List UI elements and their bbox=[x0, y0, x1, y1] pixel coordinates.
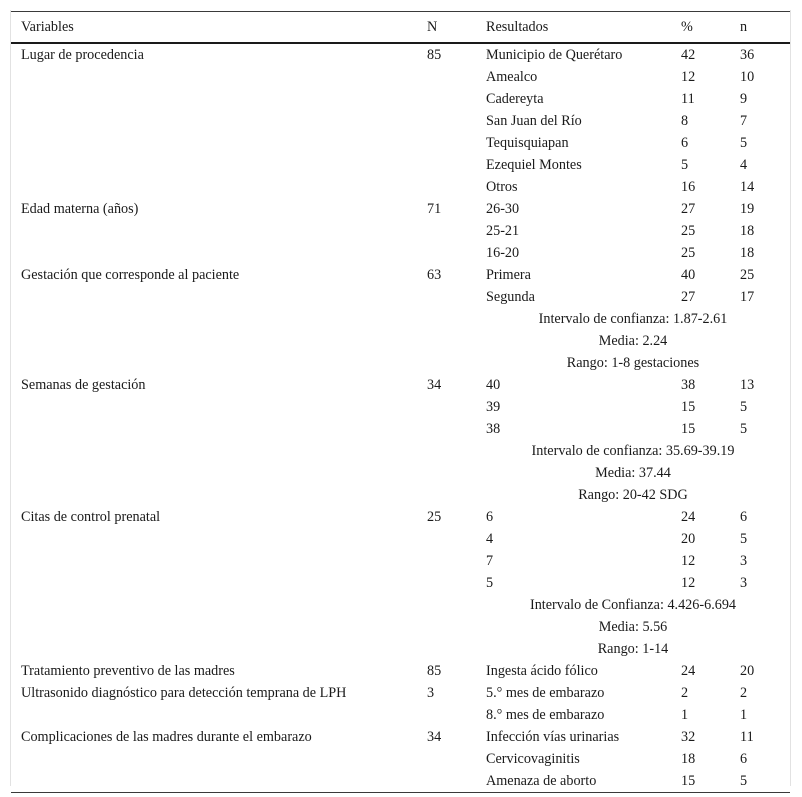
cell-count: 36 bbox=[740, 46, 755, 63]
cell-resultado: 8.° mes de embarazo bbox=[486, 706, 605, 723]
cell-variable bbox=[11, 704, 417, 726]
table-row bbox=[11, 396, 790, 418]
cell-resultado: 4 bbox=[486, 530, 494, 547]
table-row bbox=[11, 506, 790, 528]
cell-count: 6 bbox=[740, 508, 748, 525]
cell-statistic: Media: 37.44 bbox=[595, 464, 671, 481]
table-row bbox=[11, 198, 790, 220]
cell-percent: 32 bbox=[681, 728, 696, 745]
cell-percent: 16 bbox=[681, 178, 696, 195]
cell-variable bbox=[11, 352, 417, 374]
cell-count: 20 bbox=[740, 662, 755, 679]
cell-n-total: 34 bbox=[427, 376, 442, 393]
cell-n-total bbox=[417, 462, 476, 484]
cell-variable: Complicaciones de las madres durante el embarazo bbox=[21, 728, 312, 745]
cell-variable bbox=[11, 132, 417, 154]
cell-n-total bbox=[417, 748, 476, 770]
cell-count: 5 bbox=[740, 398, 748, 415]
cell-percent: 27 bbox=[681, 200, 696, 217]
cell-resultado: Ingesta ácido fólico bbox=[486, 662, 598, 679]
cell-n-total bbox=[417, 88, 476, 110]
cell-statistic: Media: 5.56 bbox=[598, 618, 668, 635]
cell-resultado: 26-30 bbox=[486, 200, 520, 217]
cell-n-total bbox=[417, 132, 476, 154]
table-row bbox=[11, 638, 790, 660]
header-variables: Variables bbox=[11, 12, 417, 43]
cell-variable bbox=[11, 396, 417, 418]
cell-count: 3 bbox=[740, 552, 748, 569]
cell-percent: 20 bbox=[681, 530, 696, 547]
cell-n-total bbox=[417, 616, 476, 638]
cell-statistic: Intervalo de confianza: 1.87-2.61 bbox=[538, 310, 728, 327]
cell-resultado: San Juan del Río bbox=[486, 112, 582, 129]
cell-variable bbox=[11, 66, 417, 88]
cell-resultado: Cadereyta bbox=[486, 90, 544, 107]
cell-n-total bbox=[417, 594, 476, 616]
cell-resultado: Amenaza de aborto bbox=[476, 770, 671, 793]
cell-percent: 15 bbox=[681, 420, 696, 437]
table-row bbox=[11, 528, 790, 550]
cell-count: 4 bbox=[740, 156, 748, 173]
table-row bbox=[11, 594, 790, 616]
table-row bbox=[11, 286, 790, 308]
cell-resultado: Infección vías urinarias bbox=[486, 728, 620, 745]
cell-count: 1 bbox=[740, 706, 748, 723]
cell-variable: Tratamiento preventivo de las madres bbox=[21, 662, 235, 679]
header-row bbox=[11, 12, 790, 43]
cell-n-total bbox=[417, 176, 476, 198]
cell-percent: 18 bbox=[681, 750, 696, 767]
header-n: n bbox=[730, 12, 790, 43]
cell-variable bbox=[11, 638, 417, 660]
cell-count: 13 bbox=[740, 376, 755, 393]
cell-variable bbox=[11, 616, 417, 638]
table-row bbox=[11, 550, 790, 572]
table-row bbox=[11, 154, 790, 176]
cell-resultado: Primera bbox=[486, 266, 531, 283]
cell-count: 18 bbox=[740, 222, 755, 239]
cell-n-total bbox=[417, 286, 476, 308]
cell-variable bbox=[11, 748, 417, 770]
cell-percent: 1 bbox=[681, 706, 689, 723]
table-header bbox=[11, 12, 790, 43]
cell-resultado: 39 bbox=[486, 398, 501, 415]
cell-n-total: 63 bbox=[427, 266, 442, 283]
cell-count: 5 bbox=[740, 420, 748, 437]
cell-statistic: Media: 2.24 bbox=[598, 332, 668, 349]
cell-count: 5 bbox=[740, 530, 748, 547]
cell-variable bbox=[11, 176, 417, 198]
table-row bbox=[11, 440, 790, 462]
table-row bbox=[11, 308, 790, 330]
cell-percent: 24 bbox=[681, 662, 696, 679]
table-row bbox=[11, 484, 790, 506]
cell-n-total bbox=[417, 704, 476, 726]
cell-n-total: 25 bbox=[427, 508, 442, 525]
cell-n-total bbox=[417, 352, 476, 374]
cell-n-total bbox=[417, 418, 476, 440]
cell-variable: Gestación que corresponde al paciente bbox=[21, 266, 240, 283]
table-row bbox=[11, 242, 790, 264]
table-row bbox=[11, 770, 790, 793]
table-body bbox=[11, 43, 790, 793]
cell-count: 7 bbox=[740, 112, 748, 129]
cell-variable bbox=[11, 528, 417, 550]
cell-variable bbox=[11, 286, 417, 308]
table-row bbox=[11, 110, 790, 132]
cell-percent: 15 bbox=[671, 770, 730, 793]
cell-variable: Lugar de procedencia bbox=[21, 46, 144, 63]
cell-count: 5 bbox=[740, 134, 748, 151]
cell-resultado: 25-21 bbox=[486, 222, 520, 239]
table-row bbox=[11, 220, 790, 242]
table-row bbox=[11, 660, 790, 682]
table-row bbox=[11, 88, 790, 110]
header-n-total: N bbox=[417, 12, 476, 43]
cell-n-total bbox=[417, 484, 476, 506]
cell-count: 19 bbox=[740, 200, 755, 217]
cell-resultado: 40 bbox=[486, 376, 501, 393]
table-row bbox=[11, 616, 790, 638]
table-row bbox=[11, 264, 790, 286]
cell-variable bbox=[11, 440, 417, 462]
table-row bbox=[11, 572, 790, 594]
cell-percent: 24 bbox=[681, 508, 696, 525]
cell-n-total bbox=[417, 528, 476, 550]
cell-n-total bbox=[417, 770, 476, 793]
cell-variable bbox=[11, 88, 417, 110]
cell-percent: 11 bbox=[681, 90, 695, 107]
cell-n-total: 71 bbox=[427, 200, 442, 217]
cell-variable bbox=[11, 550, 417, 572]
cell-count: 3 bbox=[740, 574, 748, 591]
cell-n-total: 85 bbox=[427, 46, 442, 63]
table-row bbox=[11, 66, 790, 88]
cell-n-total bbox=[417, 154, 476, 176]
cell-variable bbox=[11, 220, 417, 242]
cell-count: 6 bbox=[740, 750, 748, 767]
cell-n-total bbox=[417, 638, 476, 660]
table-row bbox=[11, 176, 790, 198]
cell-statistic: Rango: 1-8 gestaciones bbox=[566, 354, 700, 371]
table-row bbox=[11, 704, 790, 726]
cell-percent: 25 bbox=[681, 222, 696, 239]
cell-resultado: Municipio de Querétaro bbox=[486, 46, 623, 63]
cell-variable: Ultrasonido diagnóstico para detección temprana de LPH bbox=[21, 684, 347, 701]
cell-percent: 15 bbox=[681, 398, 696, 415]
cell-percent: 38 bbox=[681, 376, 696, 393]
cell-count: 11 bbox=[740, 728, 754, 745]
cell-percent: 12 bbox=[681, 574, 696, 591]
cell-resultado: Tequisquiapan bbox=[486, 134, 569, 151]
cell-percent: 6 bbox=[681, 134, 689, 151]
cell-resultado: Cervicovaginitis bbox=[486, 750, 580, 767]
header-percent: % bbox=[671, 12, 730, 43]
cell-percent: 8 bbox=[681, 112, 689, 129]
cell-resultado: 38 bbox=[486, 420, 501, 437]
cell-variable bbox=[11, 242, 417, 264]
cell-percent: 25 bbox=[681, 244, 696, 261]
cell-count: 2 bbox=[740, 684, 748, 701]
table-row bbox=[11, 418, 790, 440]
table-row bbox=[11, 748, 790, 770]
cell-resultado: Amealco bbox=[486, 68, 538, 85]
cell-variable bbox=[11, 770, 417, 793]
cell-count: 25 bbox=[740, 266, 755, 283]
table-row bbox=[11, 682, 790, 704]
cell-percent: 27 bbox=[681, 288, 696, 305]
cell-count: 10 bbox=[740, 68, 755, 85]
cell-percent: 12 bbox=[681, 552, 696, 569]
cell-statistic: Intervalo de Confianza: 4.426-6.694 bbox=[529, 596, 737, 613]
cell-statistic: Rango: 1-14 bbox=[597, 640, 669, 657]
table-row bbox=[11, 374, 790, 396]
cell-variable: Edad materna (años) bbox=[21, 200, 139, 217]
cell-n-total bbox=[417, 308, 476, 330]
cell-n-total bbox=[417, 242, 476, 264]
cell-count: 9 bbox=[740, 90, 748, 107]
cell-n-total bbox=[417, 330, 476, 352]
cell-variable bbox=[11, 330, 417, 352]
cell-variable bbox=[11, 110, 417, 132]
cell-percent: 5 bbox=[681, 156, 689, 173]
table-row bbox=[11, 132, 790, 154]
cell-count: 17 bbox=[740, 288, 755, 305]
cell-count: 14 bbox=[740, 178, 755, 195]
cell-variable: Citas de control prenatal bbox=[21, 508, 161, 525]
cell-variable bbox=[11, 572, 417, 594]
cell-n-total: 34 bbox=[427, 728, 442, 745]
cell-n-total bbox=[417, 220, 476, 242]
cell-percent: 12 bbox=[681, 68, 696, 85]
cell-n-total: 85 bbox=[427, 662, 442, 679]
table-row bbox=[11, 352, 790, 374]
cell-statistic: Rango: 20-42 SDG bbox=[578, 486, 688, 503]
cell-variable: Semanas de gestación bbox=[21, 376, 146, 393]
cell-variable bbox=[11, 462, 417, 484]
cell-variable bbox=[11, 308, 417, 330]
cell-n-total bbox=[417, 396, 476, 418]
cell-statistic: Intervalo de confianza: 35.69-39.19 bbox=[531, 442, 735, 459]
table-row bbox=[11, 43, 790, 66]
cell-resultado: 5.° mes de embarazo bbox=[486, 684, 605, 701]
cell-n-total bbox=[417, 110, 476, 132]
cell-variable bbox=[11, 594, 417, 616]
cell-n-total bbox=[417, 550, 476, 572]
table-row bbox=[11, 462, 790, 484]
cell-variable bbox=[11, 154, 417, 176]
cell-resultado: Segunda bbox=[486, 288, 535, 305]
cell-n-total bbox=[417, 66, 476, 88]
cell-variable bbox=[11, 418, 417, 440]
cell-n-total bbox=[417, 440, 476, 462]
header-resultados: Resultados bbox=[476, 12, 671, 43]
cell-resultado: 5 bbox=[486, 574, 494, 591]
table-row bbox=[11, 330, 790, 352]
cell-count: 18 bbox=[740, 244, 755, 261]
cell-percent: 42 bbox=[681, 46, 696, 63]
cell-resultado: Ezequiel Montes bbox=[486, 156, 582, 173]
cell-n-total: 3 bbox=[427, 684, 435, 701]
cell-variable bbox=[11, 484, 417, 506]
cell-resultado: 16-20 bbox=[486, 244, 520, 261]
cell-n-total bbox=[417, 572, 476, 594]
cell-percent: 40 bbox=[681, 266, 696, 283]
cell-count: 5 bbox=[730, 770, 790, 793]
cell-resultado: 6 bbox=[486, 508, 494, 525]
table-row bbox=[11, 726, 790, 748]
cell-percent: 2 bbox=[681, 684, 689, 701]
cell-resultado: Otros bbox=[486, 178, 518, 195]
cell-resultado: 7 bbox=[486, 552, 494, 569]
results-table bbox=[11, 11, 790, 793]
